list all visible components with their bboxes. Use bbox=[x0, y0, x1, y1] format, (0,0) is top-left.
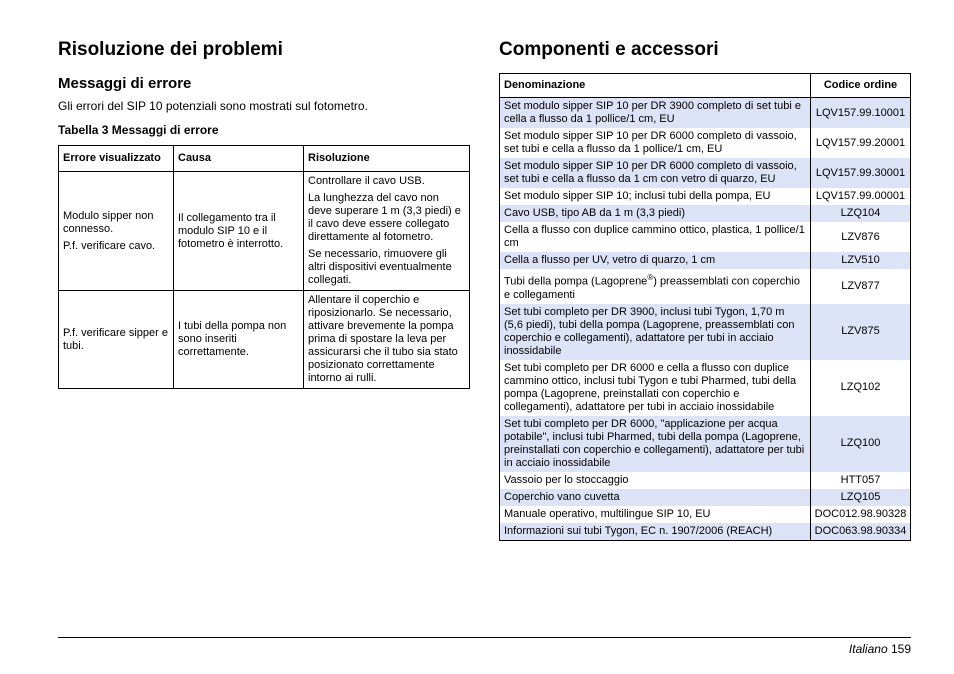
item-code: LQV157.99.00001 bbox=[811, 188, 911, 205]
page-number: 159 bbox=[890, 642, 911, 656]
error-cell bbox=[59, 291, 174, 389]
header-solution: Risoluzione bbox=[304, 146, 470, 172]
item-code: LZV510 bbox=[811, 252, 911, 269]
item-name: Set tubi completo per DR 3900, inclusi tubi Tygon, 1,70 m (5,6 piedi), tubi della pompa (Lagoprene, preassemblati con coperchio e collegamenti), adattatore per tubi in acciaio inossidabile bbox=[500, 304, 811, 360]
registered-mark: ® bbox=[647, 273, 654, 282]
item-code: LZQ102 bbox=[811, 360, 911, 416]
solution-cell bbox=[304, 291, 470, 389]
footer-divider bbox=[58, 637, 911, 638]
page-footer bbox=[849, 642, 911, 656]
item-name: Informazioni sui tubi Tygon, EC n. 1907/2006 (REACH) bbox=[500, 523, 811, 541]
item-name: Cavo USB, tipo AB da 1 m (3,3 piedi) bbox=[500, 205, 811, 222]
item-code: LZQ104 bbox=[811, 205, 911, 222]
header-code: Codice ordine bbox=[811, 74, 911, 98]
solution-text: Controllare il cavo USB. bbox=[308, 175, 425, 187]
item-name: Set modulo sipper SIP 10 per DR 3900 completo di set tubi e cella a flusso da 1 pollice/1 cm, EU bbox=[500, 98, 811, 129]
table-row bbox=[500, 360, 911, 416]
error-text: P.f. verificare cavo. bbox=[63, 239, 156, 252]
subsection-title: Messaggi di errore bbox=[58, 75, 192, 92]
item-code: LZV875 bbox=[811, 304, 911, 360]
intro-text: Gli errori del SIP 10 potenziali sono mostrati sul fotometro. bbox=[58, 99, 368, 113]
table-row bbox=[500, 489, 911, 506]
table-row bbox=[500, 98, 911, 129]
accessories-table bbox=[499, 73, 911, 541]
table-caption: Tabella 3 Messaggi di errore bbox=[58, 123, 219, 137]
header-cause: Causa bbox=[174, 146, 304, 172]
table-row bbox=[500, 472, 911, 489]
table-row bbox=[500, 523, 911, 541]
item-name: Cella a flusso con duplice cammino ottico, plastica, 1 pollice/1 cm bbox=[500, 222, 811, 252]
table-row bbox=[500, 188, 911, 205]
troubleshooting-section bbox=[58, 38, 470, 389]
table-header-row bbox=[59, 146, 470, 172]
item-name: Set modulo sipper SIP 10 per DR 6000 completo di vassoio, set tubi e cella a flusso da 1 cm con vetro di quarzo, EU bbox=[500, 158, 811, 188]
error-text: P.f. verificare sipper e tubi. bbox=[63, 326, 168, 352]
table-row bbox=[500, 304, 911, 360]
section-title: Risoluzione dei problemi bbox=[58, 39, 283, 60]
table-row bbox=[500, 128, 911, 158]
solution-cell bbox=[304, 172, 470, 291]
item-code: LZV876 bbox=[811, 222, 911, 252]
item-name: Set modulo sipper SIP 10; inclusi tubi della pompa, EU bbox=[500, 188, 811, 205]
header-error: Errore visualizzato bbox=[59, 146, 174, 172]
solution-text: La lunghezza del cavo non deve superare 1 m (3,3 piedi) e il cavo deve essere collegato direttamente al fotometro. bbox=[308, 192, 461, 243]
table-row bbox=[500, 252, 911, 269]
item-code: LZV877 bbox=[811, 269, 911, 304]
table-row bbox=[500, 269, 911, 304]
section-title: Componenti e accessori bbox=[499, 39, 719, 60]
solution-text: Se necessario, rimuovere gli altri dispositivi eventualmente collegati. bbox=[308, 248, 452, 286]
footer-language: Italiano bbox=[848, 642, 888, 656]
item-code: LQV157.99.10001 bbox=[811, 98, 911, 129]
table-row bbox=[500, 506, 911, 523]
table-header-row bbox=[500, 74, 911, 98]
item-code: HTT057 bbox=[811, 472, 911, 489]
item-code: DOC012.98.90328 bbox=[811, 506, 911, 523]
item-name: Manuale operativo, multilingue SIP 10, EU bbox=[500, 506, 811, 523]
item-name-part: ) preassemblati con coperchio e collegamenti bbox=[504, 275, 800, 301]
item-code: DOC063.98.90334 bbox=[811, 523, 911, 541]
item-code: LQV157.99.30001 bbox=[811, 158, 911, 188]
item-name: Vassoio per lo stoccaggio bbox=[500, 472, 811, 489]
item-code: LZQ105 bbox=[811, 489, 911, 506]
table-row bbox=[500, 205, 911, 222]
item-name: Coperchio vano cuvetta bbox=[500, 489, 811, 506]
item-name: Set tubi completo per DR 6000, "applicazione per acqua potabile", inclusi tubi Pharmed, tubi della pompa (Lagoprene, preinstallati con coperchio e collegamenti), adattatore per tubi in acciaio inossidabile bbox=[500, 416, 811, 472]
item-name: Set modulo sipper SIP 10 per DR 6000 completo di vassoio, set tubi e cella a flusso da 1 pollice/1 cm, EU bbox=[500, 128, 811, 158]
table-row bbox=[500, 222, 911, 252]
header-name: Denominazione bbox=[500, 74, 811, 98]
cause-cell: Il collegamento tra il modulo SIP 10 e il fotometro è interrotto. bbox=[174, 172, 304, 291]
item-name: Cella a flusso per UV, vetro di quarzo, 1 cm bbox=[500, 252, 811, 269]
item-name bbox=[500, 269, 811, 304]
table-row bbox=[500, 416, 911, 472]
table-row bbox=[59, 291, 470, 389]
accessories-section bbox=[499, 38, 911, 541]
item-name: Set tubi completo per DR 6000 e cella a flusso con duplice cammino ottico, inclusi tubi Tygon e tubi Pharmed, tubi della pompa (Lagoprene, preinstallati con coperchio e collegamenti), adattatore per tubi in acciaio inossidabile bbox=[500, 360, 811, 416]
item-code: LQV157.99.20001 bbox=[811, 128, 911, 158]
item-code: LZQ100 bbox=[811, 416, 911, 472]
table-row bbox=[500, 158, 911, 188]
cause-cell: I tubi della pompa non sono inseriti correttamente. bbox=[174, 291, 304, 389]
error-text: Modulo sipper non connesso. bbox=[63, 209, 154, 235]
solution-text: Allentare il coperchio e riposizionarlo. Se necessario, attivare brevemente la pompa prima di spostare la leva per assicurarsi che il tubo sia stato posizionato correttamente intorno ai rulli. bbox=[308, 294, 458, 384]
item-name-part: Tubi della pompa (Lagoprene bbox=[504, 275, 648, 288]
error-cell bbox=[59, 172, 174, 291]
error-messages-table bbox=[58, 145, 470, 389]
table-row bbox=[59, 172, 470, 291]
